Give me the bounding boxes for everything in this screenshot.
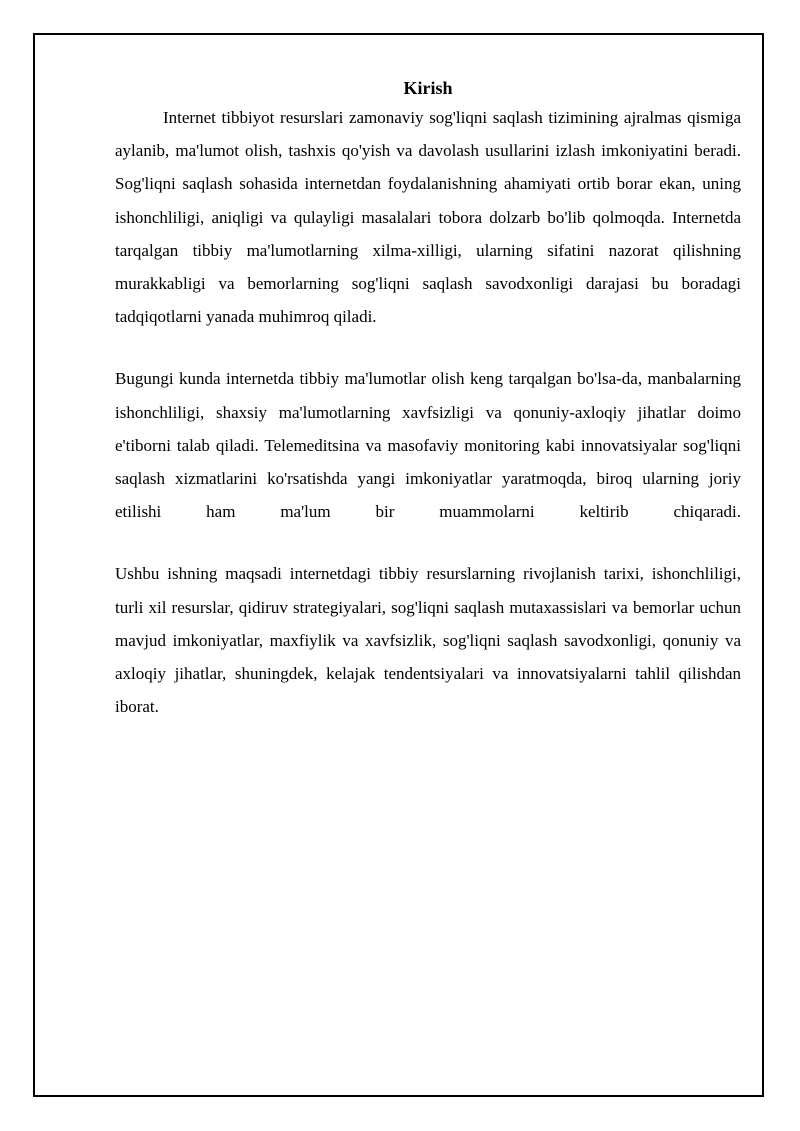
paragraph-gap: [115, 528, 741, 557]
document-title: Kirish: [403, 78, 453, 98]
document-body: [115, 75, 741, 723]
paragraph-purpose: Ushbu ishning maqsadi internetdagi tibbiy resurslarning rivojlanish tarixi, ishonchliligi, turli xil resurslar, qidiruv strategiyalari, sog'liqni saqlash mutaxassislari va bemorlar uchun mavjud imkoniyatlar, maxfiylik va xavfsizlik, sog'liqni saqlash savodxonligi, qonuniy va axloqiy jihatlar, shuningdek, kelajak tendentsiyalari va innovatsiyalarni tahlil qilishdan iborat.: [115, 564, 741, 717]
paragraph-intro: Internet tibbiyot resurslari zamonaviy sog'liqni saqlash tizimining ajralmas qismiga aylanib, ma'lumot olish, tashxis qo'yish va davolash usullarini izlash imkoniyatini beradi. Sog'liqni saqlash sohasida internetdan foydalanishning ahamiyati ortib borar ekan, uning ishonchliligi, aniqligi va qulayligi masalalari tobora dolzarb bo'lib qolmoqda. Internetda tarqalgan tibbiy ma'lumotlarning xilma-xilligi, ularning sifatini nazorat qilishning murakkabligi va bemorlarning sog'liqni saqlash savodxonligi darajasi bu boradagi tadqiqotlarni yanada muhimroq qiladi.: [115, 108, 741, 327]
paragraph-challenges: Bugungi kunda internetda tibbiy ma'lumotlar olish keng tarqalgan bo'lsa-da, manbalarning ishonchliligi, shaxsiy ma'lumotlarning xavfsizligi va qonuniy-axloqiy jihatlar doimo e'tiborni talab qiladi. Telemeditsina va masofaviy monitoring kabi innovatsiyalar sog'liqni saqlash xizmatlarini ko'rsatishda yangi imkoniyatlar yaratmoqda, biroq ularning joriy etilishi ham ma'lum bir muammolarni keltirib chiqaradi.: [115, 369, 741, 522]
paragraph-gap: [115, 333, 741, 362]
